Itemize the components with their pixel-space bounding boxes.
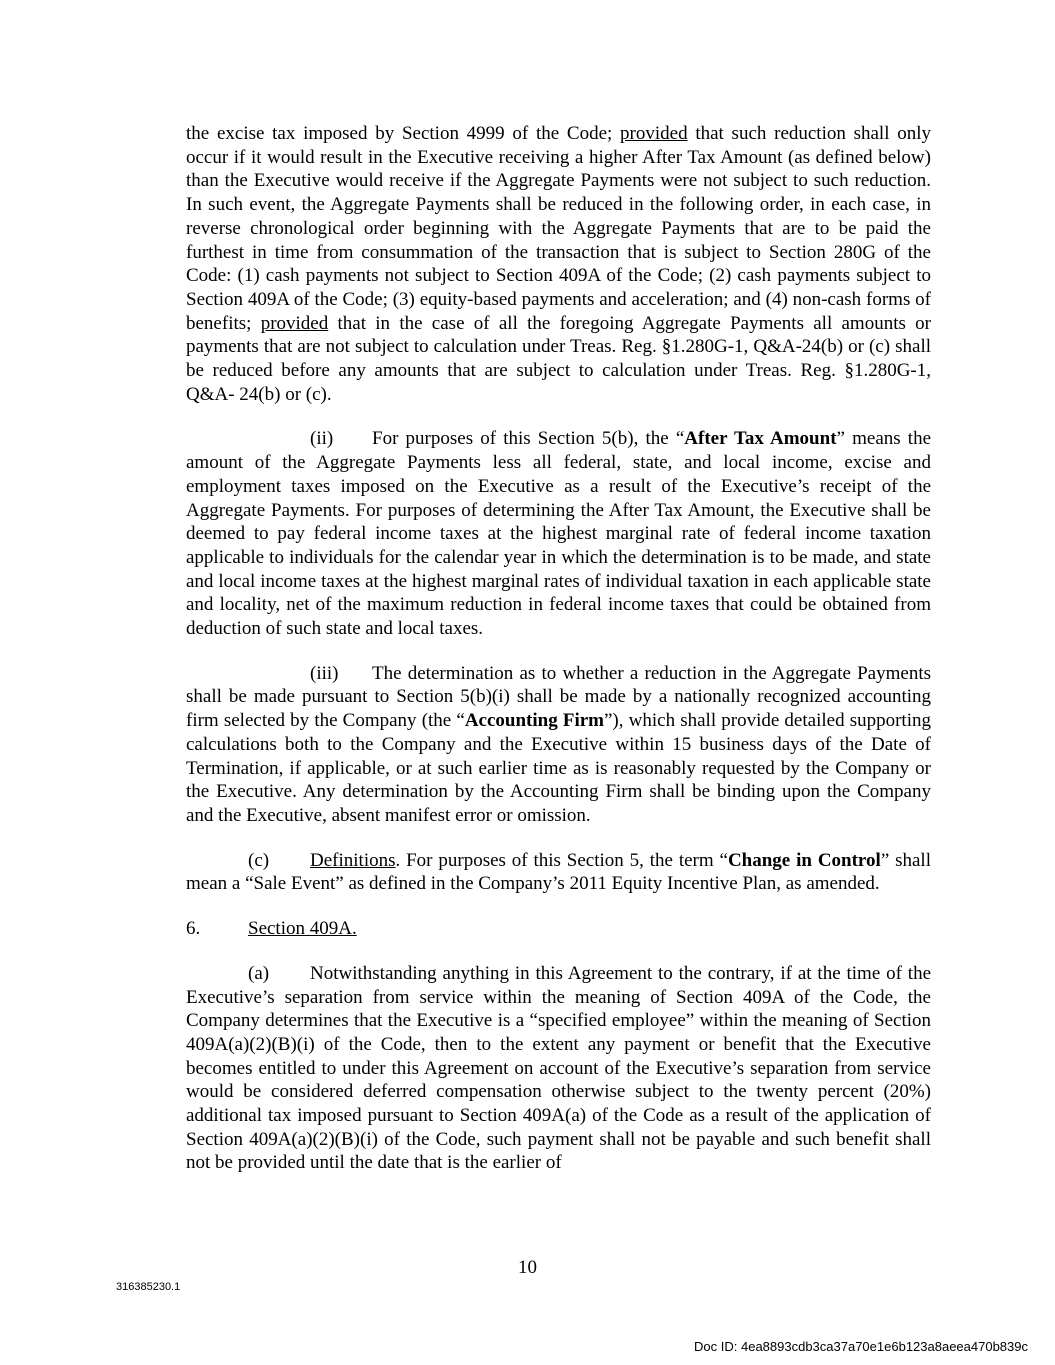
document-id: Doc ID: 4ea8893cdb3ca37a70e1e6b123a8aeea470b839c [694, 1339, 1028, 1354]
section-heading [186, 917, 931, 941]
document-body [186, 122, 931, 1196]
defined-term: Accounting Firm [464, 710, 604, 732]
clause-label: (iii) [310, 662, 339, 684]
clause-label: (ii) [310, 428, 334, 450]
paragraph-accounting-firm: (iii) The determination as to whether a reduction in the Aggregate Payments shall be made pursuant to Section 5(b)(i) shall be made by a nationally recognized accounting firm selected by the Company (the “Accounting Firm”), which shall provide detailed supporting calculations both to the Company and the Executive within 15 business days of the Date of Termination, if applicable, or at such earlier time as is reasonably requested by the Company or the Executive. Any determination by the Accounting Firm shall be binding upon the Company and the Executive, absent manifest error or omission. [186, 662, 931, 826]
subsection-heading: Definitions [310, 849, 396, 871]
provided-term: provided [260, 312, 329, 334]
paragraph-after-tax-amount: (ii) For purposes of this Section 5(b), the “After Tax Amount” means the amount of the Aggregate Payments less all federal, state, and local income, excise and employment taxes imposed on the Executive as a result of the Executive’s receipt of the Aggregate Payments. For purposes of determining the After Tax Amount, the Executive shall be deemed to pay federal income taxes at the highest marginal rate of federal income taxation applicable to individuals for the calendar year in which the determination is to be made, and state and local income taxes at the highest marginal rates of individual taxation in each applicable state and locality, net of the maximum reduction in federal income taxes that could be obtained from deduction of such state and local taxes. [186, 428, 932, 640]
page-number: 10 [518, 1257, 537, 1278]
section-number: 6. [186, 918, 201, 940]
paragraph-definitions: (c) Definitions. For purposes of this Section 5, the term “Change in Control” shall mean a “Sale Event” as defined in the Company’s 2011 Equity Incentive Plan, as amended. [186, 849, 931, 895]
clause-label: (c) [248, 849, 270, 871]
section-title: Section 409A. [248, 918, 357, 940]
paragraph-specified-employee: (a) Notwithstanding anything in this Agreement to the contrary, if at the time of the Executive’s separation from service within the meaning of Section 409A of the Code, the Company determines that the Executive is a “specified employee” within the meaning of Section 409A(a)(2)(B)(i) of the Code, then to the extent any payment or benefit that the Executive becomes entitled to under this Agreement on account of the Executive’s separation from service would be considered deferred compensation otherwise subject to the twenty percent (20%) additional tax imposed pursuant to Section 409A(a) of the Code as a result of the application of Section 409A(a)(2)(B)(i) of the Code, such payment shall not be payable and such benefit shall not be provided until the date that is the earlier of [186, 962, 931, 1174]
provided-term: provided [620, 123, 688, 144]
clause-label: (a) [248, 962, 270, 984]
defined-term: After Tax Amount [684, 428, 837, 450]
defined-term: Change in Control [727, 849, 881, 871]
document-code: 316385230.1 [116, 1281, 181, 1293]
paragraph-aggregate-reduction: the excise tax imposed by Section 4999 of the Code; provided that such reduction shall only occur if it would result in the Executive receiving a higher After Tax Amount (as defined below) than the Executive would receive if the Aggregate Payments were not subject to such reduction. In such event, the Aggregate Payments shall be reduced in the following order, in each case, in reverse chronological order beginning with the Aggregate Payments that are to be paid the furthest in time from consummation of the transaction that is subject to Section 280G of the Code: (1) cash payments not subject to Section 409A of the Code; (2) cash payments subject to Section 409A of the Code; (3) equity-based payments and acceleration; and (4) non-cash forms of benefits; provided that in the case of all the foregoing Aggregate Payments all amounts or payments that are not subject to calculation under Treas. Reg. §1.280G-1, Q&A-24(b) or (c) shall be reduced before any amounts that are subject to calculation under Treas. Reg. §1.280G-1, Q&A- 24(b) or (c). [186, 123, 931, 405]
